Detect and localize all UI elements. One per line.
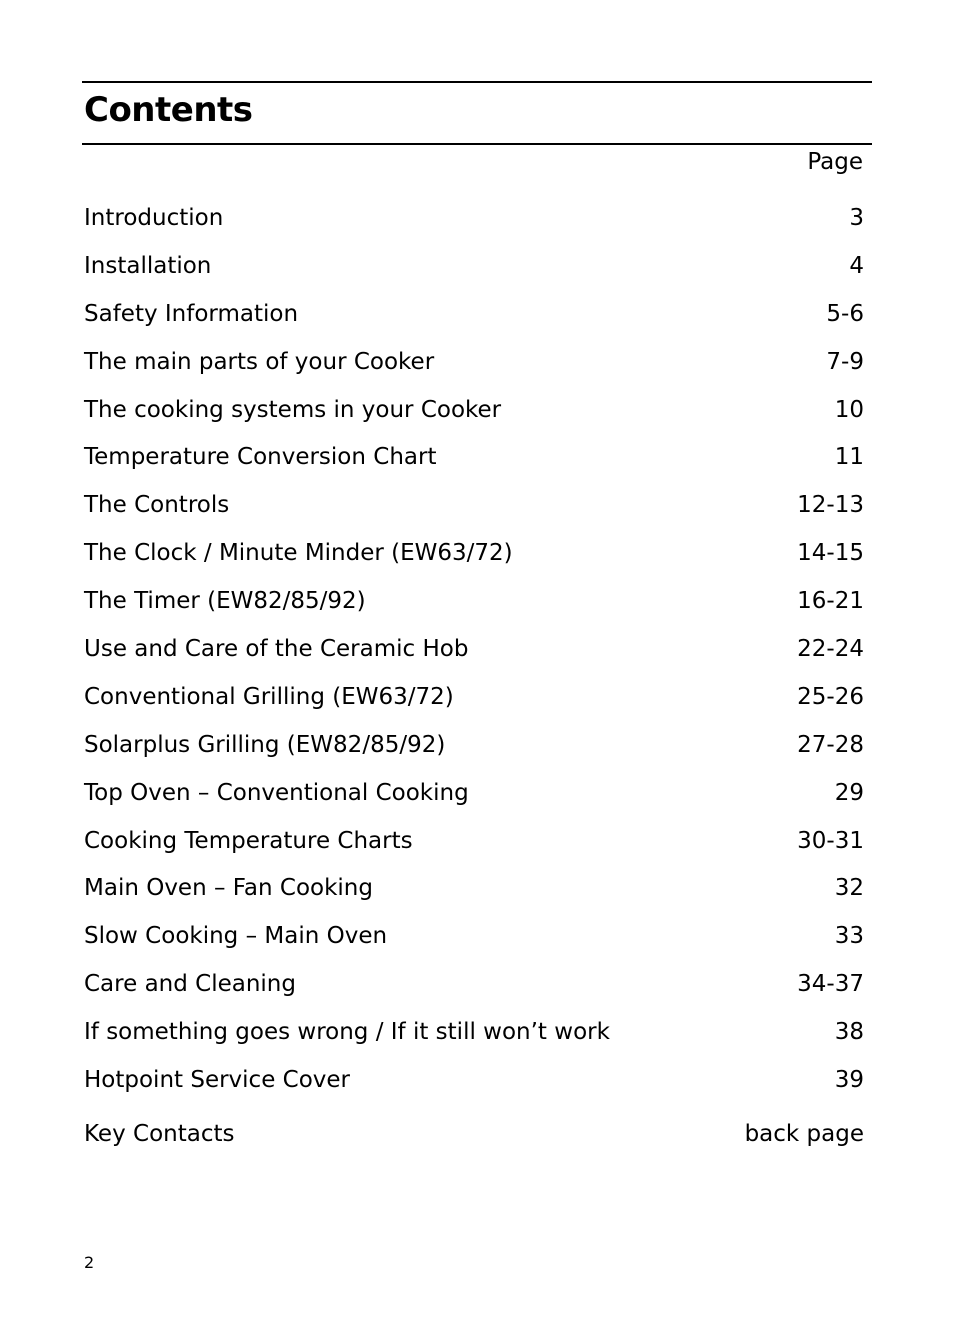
toc-entry-page: 39 [834, 1066, 864, 1093]
toc-entry-label: If something goes wrong / If it still won’t work [84, 1019, 610, 1046]
toc-entry-label: Main Oven – Fan Cooking [84, 875, 373, 902]
toc-entry [84, 673, 864, 721]
title-rule-bottom [82, 143, 872, 145]
page-title: Contents [84, 90, 253, 130]
toc-entry-label: The Clock / Minute Minder (EW63/72) [84, 540, 513, 567]
toc-entry [84, 577, 864, 625]
toc-entry-label: Conventional Grilling (EW63/72) [84, 683, 454, 710]
toc-entry-label: Top Oven – Conventional Cooking [84, 779, 469, 806]
toc-entry-label: Hotpoint Service Cover [84, 1066, 351, 1093]
page-column-label: Page [807, 149, 863, 175]
toc-entry [84, 290, 864, 338]
toc-entry [84, 386, 864, 434]
toc-entry [84, 912, 864, 960]
toc-entry [84, 433, 864, 481]
contents-list [84, 194, 864, 1158]
toc-entry [84, 721, 864, 769]
toc-entry-label: Cooking Temperature Charts [84, 827, 413, 854]
toc-entry-page: 34-37 [797, 971, 864, 998]
toc-entry-label: Temperature Conversion Chart [84, 444, 437, 471]
toc-entry-label: The cooking systems in your Cooker [84, 396, 502, 423]
toc-entry [84, 242, 864, 290]
toc-entry-page: 25-26 [797, 683, 864, 710]
toc-entry [84, 1008, 864, 1056]
toc-entry-label: Key Contacts [84, 1120, 235, 1147]
toc-entry-label: The Timer (EW82/85/92) [84, 588, 366, 615]
toc-entry [84, 481, 864, 529]
toc-entry-label: The Controls [84, 492, 230, 519]
toc-entry-page: 7-9 [826, 348, 864, 375]
toc-entry-label: Introduction [84, 204, 224, 231]
toc-entry-page: 14-15 [797, 540, 864, 567]
toc-entry-label: Slow Cooking – Main Oven [84, 923, 388, 950]
toc-entry [84, 960, 864, 1008]
toc-entry-page: 29 [834, 779, 864, 806]
toc-entry-page: 33 [834, 923, 864, 950]
toc-entry-page: 11 [834, 444, 864, 471]
toc-entry [84, 1056, 864, 1104]
toc-entry-page: 10 [834, 396, 864, 423]
toc-entry [84, 338, 864, 386]
footer-page-number: 2 [84, 1253, 95, 1272]
toc-entry-page: 30-31 [797, 827, 864, 854]
toc-entry [84, 194, 864, 242]
toc-entry-label: Use and Care of the Ceramic Hob [84, 635, 469, 662]
toc-entry [84, 769, 864, 817]
toc-entry-page: 22-24 [797, 635, 864, 662]
toc-entry-page: 5-6 [826, 300, 864, 327]
toc-entry-page: 32 [834, 875, 864, 902]
toc-entry-page: 27-28 [797, 731, 864, 758]
toc-entry-page: 4 [849, 252, 864, 279]
toc-entry-label: Solarplus Grilling (EW82/85/92) [84, 731, 446, 758]
toc-entry-page: 16-21 [797, 588, 864, 615]
toc-entry [84, 529, 864, 577]
toc-entry [84, 1110, 864, 1158]
toc-entry-page: 3 [849, 204, 864, 231]
toc-entry-label: Installation [84, 252, 212, 279]
toc-entry [84, 625, 864, 673]
toc-entry-page: 38 [834, 1019, 864, 1046]
toc-entry [84, 817, 864, 865]
title-rule-top [82, 81, 872, 83]
toc-entry [84, 864, 864, 912]
toc-entry-page: 12-13 [797, 492, 864, 519]
toc-entry-label: Safety Information [84, 300, 299, 327]
toc-entry-label: The main parts of your Cooker [84, 348, 435, 375]
toc-entry-label: Care and Cleaning [84, 971, 296, 998]
toc-entry-page: back page [744, 1120, 864, 1147]
